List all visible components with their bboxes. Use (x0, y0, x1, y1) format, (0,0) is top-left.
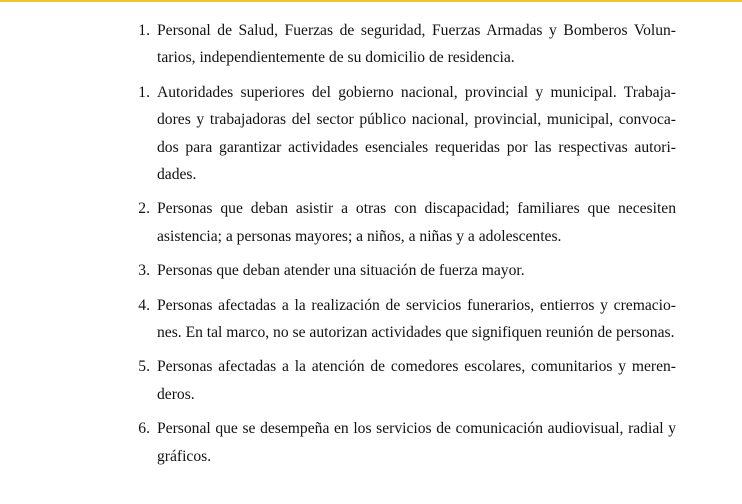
list-item-text: Personas afectadas a la atención de comedores escolares, comunitarios y merenderos. (157, 358, 676, 403)
list-item-number: 2. (138, 200, 150, 218)
list-item-text: Personal que se desempeña en los servicios de comunicación audiovisual, radial y gráficos. (157, 420, 676, 465)
list-item (0, 257, 742, 284)
list-item (0, 292, 742, 347)
numbered-list (0, 17, 742, 477)
list-item (0, 415, 742, 470)
list-item (0, 79, 742, 189)
list-item (0, 353, 742, 408)
list-item-text: Personas que deban atender una situación de fuerza mayor. (157, 262, 525, 280)
list-item-number: 5. (138, 358, 150, 376)
list-item (0, 195, 742, 250)
list-item (0, 17, 742, 72)
list-item-number: 1. (138, 22, 150, 39)
list-item-number: 6. (138, 420, 150, 438)
list-item-number: 1. (138, 83, 150, 101)
list-item-text: Personal de Salud, Fuerzas de seguridad, Fuerzas Armadas y Bomberos Voluntarios, independientemente de su domicilio de residencia. (157, 22, 676, 67)
list-item-text: Autoridades superiores del gobierno nacional, provincial y municipal. Trabajadores y trabajadoras del sector público nacional, provincial, municipal, convocados para garantizar actividades esenciales requeridas por las respectivas autoridades. (157, 83, 676, 184)
list-item-number: 4. (138, 296, 150, 314)
list-item-text: Personas afectadas a la realización de servicios funerarios, entierros y cremaciones. En tal marco, no se autorizan actividades que signifiquen reunión de personas. (157, 296, 676, 342)
list-item-text: Personas que deban asistir a otras con discapacidad; familiares que necesiten asistencia; a personas mayores; a niños, a niñas y a adolescentes. (157, 200, 676, 245)
list-item-number: 3. (138, 262, 150, 280)
